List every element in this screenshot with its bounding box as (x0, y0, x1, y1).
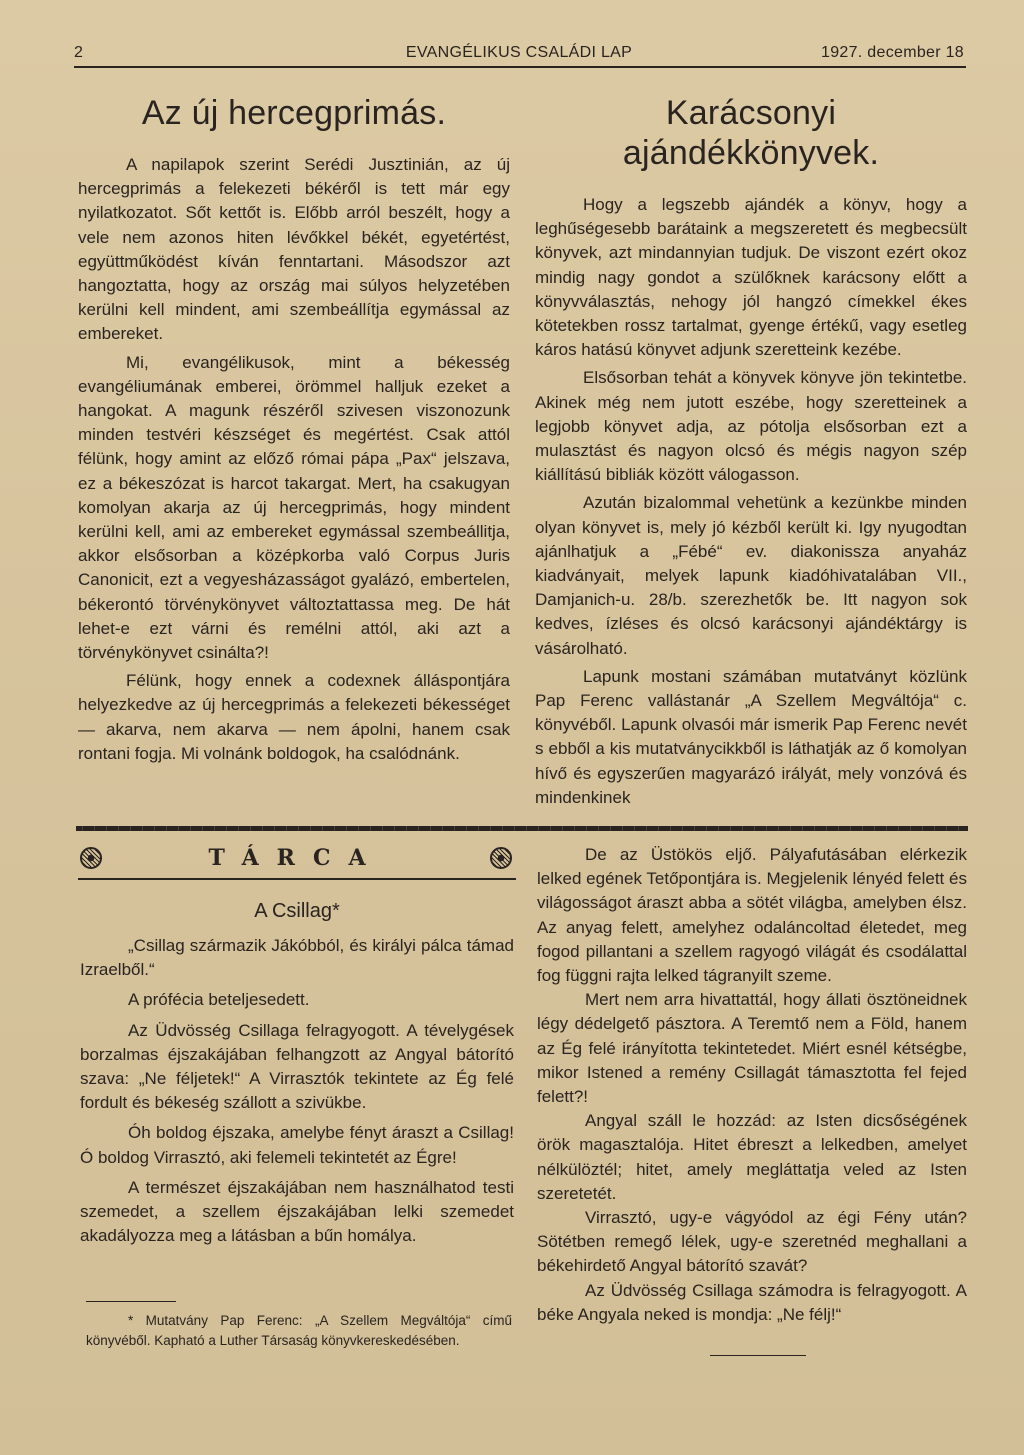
footnote-text: * Mutatvány Pap Ferenc: „A Szellem Megváltója“ című könyvéből. Kapható a Luther Társaság könyvkereskedésében. (86, 1313, 512, 1348)
tarca-rule (78, 878, 516, 880)
paragraph: Angyal száll le hozzád: az Isten dicsőségének örök magasztalója. Hitet ébreszt a lelkedben, amelyet nélkülöztél; hitet, amely megláttatja veled az Isten szeretetét. (537, 1111, 967, 1203)
ornament-icon (490, 847, 512, 869)
article-ajandekkonyvek (535, 93, 967, 810)
page-number: 2 (74, 44, 84, 61)
paragraph: Az Üdvösség Csillaga felragyogott. A tévelygések borzalmas éjszakájában felhangzott az Angyal bátorító szava: „Ne féljetek!“ A Virrasztók tekintete az Ég felé fordult és békeség szállott a szivükbe. (80, 1020, 514, 1113)
paragraph: Mi, evangélikusok, mint a békesség evangéliumának emberei, örömmel halljuk ezeket a hangokat. A magunk részéről szivesen viszonozunk minden testvéri készséget és megértést. Csak attól félünk, hogy amint az előző római pápa „Pax“ jelszava, ez a békeszózat is harcot takargat. Mert, ha csakugyan komolyan akarja az új hercegprimás, hogy mindent kerülni kell, ami az embereket egymással szembeállitja, akkor elsősorban a középkorba való Corpus Juris Canonicit, ezt a vegyesházasságot gyalázó, embertelen, békerontó törvénykönyvet változtattassa meg. De hát lehet-e ezt várni és remélni attól, aki azt a törvénykönyvet csinálta?! (78, 352, 510, 663)
tarca-heading (78, 843, 514, 877)
publication-title: EVANGÉLIKUS CSALÁDI LAP (405, 44, 633, 61)
page-header (74, 40, 964, 66)
tarca-title: TÁRCA (208, 845, 384, 871)
tarca-right-column (537, 843, 967, 1327)
paragraph: A prófécia beteljesedett. (128, 990, 310, 1010)
article-title: Karácsonyi ajándékkönyvek. (622, 94, 880, 172)
paragraph: Mert nem arra hivattattál, hogy állati ösztöneidnek légy dédelgető pásztora. A Teremtő nem a Föld, hanem az Ég felé irányította tekintetedet. Miért esnél kétségbe, mikor Istened a remény Csillagát támasztotta fel fejed felett?! (537, 990, 967, 1107)
issue-date: 1927. december 18 (821, 44, 964, 61)
paragraph: Az Üdvösség Csillaga számodra is felragyogott. A béke Angyala neked is mondja: „Ne félj!“ (537, 1280, 967, 1324)
paragraph: Hogy a legszebb ajándék a könyv, hogy a leghűségesebb barátaink a megszeretett és megbecsült könyvek, azt mindannyian tudjuk. De viszont ezért okoz mindig nagy gondot a szülőknek karácsony előtt a könyvválasztás, nehogy jól hangzó címekkel ékes kötetekben rossz tartalmat, gyenge értékű, vagy esetleg káros hatású könyvet adjunk szeretteink kezébe. (535, 195, 967, 360)
story-title: A Csillag* (254, 900, 340, 922)
article-hercegprimas (78, 93, 510, 766)
paragraph: Lapunk mostani számában mutatványt közlünk Pap Ferenc vallástanár „A Szellem Megváltója“ c. könyvéből. Lapunk olvasói már ismerik Pap Ferenc nevét s ebből a kis mutatványcikkből is láthatják az ő komolyan hívő és egyszerűen magyarázó irályát, mely vonzóvá és mindenkinek (535, 666, 967, 807)
section-divider (76, 826, 968, 831)
header-rule (74, 66, 966, 68)
paragraph: Virrasztó, ugy-e vágyódol az égi Fény után? Sötétben remegő lélek, ugy-e szeretnéd meghallani a békehirdető Angyal bátorító szavát? (537, 1208, 967, 1276)
paragraph: A természet éjszakájában nem használhatod testi szemedet, a szellem éjszakájában lelki szemedet akadályozza meg a látásban a bűn homálya. (80, 1177, 514, 1246)
tarca-left-column (80, 898, 514, 1248)
paragraph: Óh boldog éjszaka, amelybe fényt áraszt a Csillag! Ó boldog Virrasztó, aki felemeli tekintetét az Égre! (80, 1123, 514, 1167)
paragraph: Félünk, hogy ennek a codexnek álláspontjára helyezkedve az új hercegprimás a felekezeti békességet — akarva, nem akarva — nem ápolni, hanem csak rontani fogja. Mi volnánk boldogok, ha csalódnánk. (78, 671, 510, 763)
article-title: Az új hercegprimás. (141, 94, 447, 132)
end-rule (710, 1355, 806, 1356)
paragraph: Elsősorban tehát a könyvek könyve jön tekintetbe. Akinek még nem jutott eszébe, hogy szeretteinek a legjobb könyvet adja, az pótolja elsősorban ezt a mulasztást és nagyon olcsó és mégis nagyon szép kiállítású bibliák között válogasson. (535, 368, 967, 485)
footnote-rule (86, 1301, 176, 1302)
paragraph: Azután bizalommal vehetünk a kezünkbe minden olyan könyvet is, mely jó kézből került ki. Igy nyugodtan ajánlhatjuk a „Fébé“ ev. diakonissza anyaház kiadványait, melyek lapunk kiadóhivatalában VII., Damjanich-u. 28/b. szerezhetők be. Itt nagyon sok kedves, ízléses és olcsó karácsonyi ajándéktárgy is vásárolható. (535, 493, 967, 658)
paragraph: „Csillag származik Jákóbból, és királyi pálca támad Izraelből.“ (80, 936, 514, 980)
paragraph: A napilapok szerint Serédi Jusztinián, az új hercegprimás a felekezeti békéről is tett már egy nyilatkozatot. Sőt kettőt is. Előbb arról beszélt, hogy a vele nem azonos hiten lévőkkel békét, egyetértést, együttműködést kíván fenntartani. Másodszor azt hangoztatta, hogy az ország mai súlyos helyzetében kerülni kell mindent, ami szembeállítja egymással az embereket. (78, 155, 510, 344)
footnote (86, 1311, 512, 1351)
paragraph: De az Üstökös eljő. Pályafutásában elérkezik lelked egének Tetőpontjára is. Megjelenik lényéd felett és világosságot áraszt abba a sötét világba, amelyben élsz. Az anyag felett, amelyhez odaláncoltad életedet, meg fogod pillantani a szellem ragyogó világát és csodálattal fog függni rajta lelked tágranyilt szeme. (537, 845, 967, 986)
